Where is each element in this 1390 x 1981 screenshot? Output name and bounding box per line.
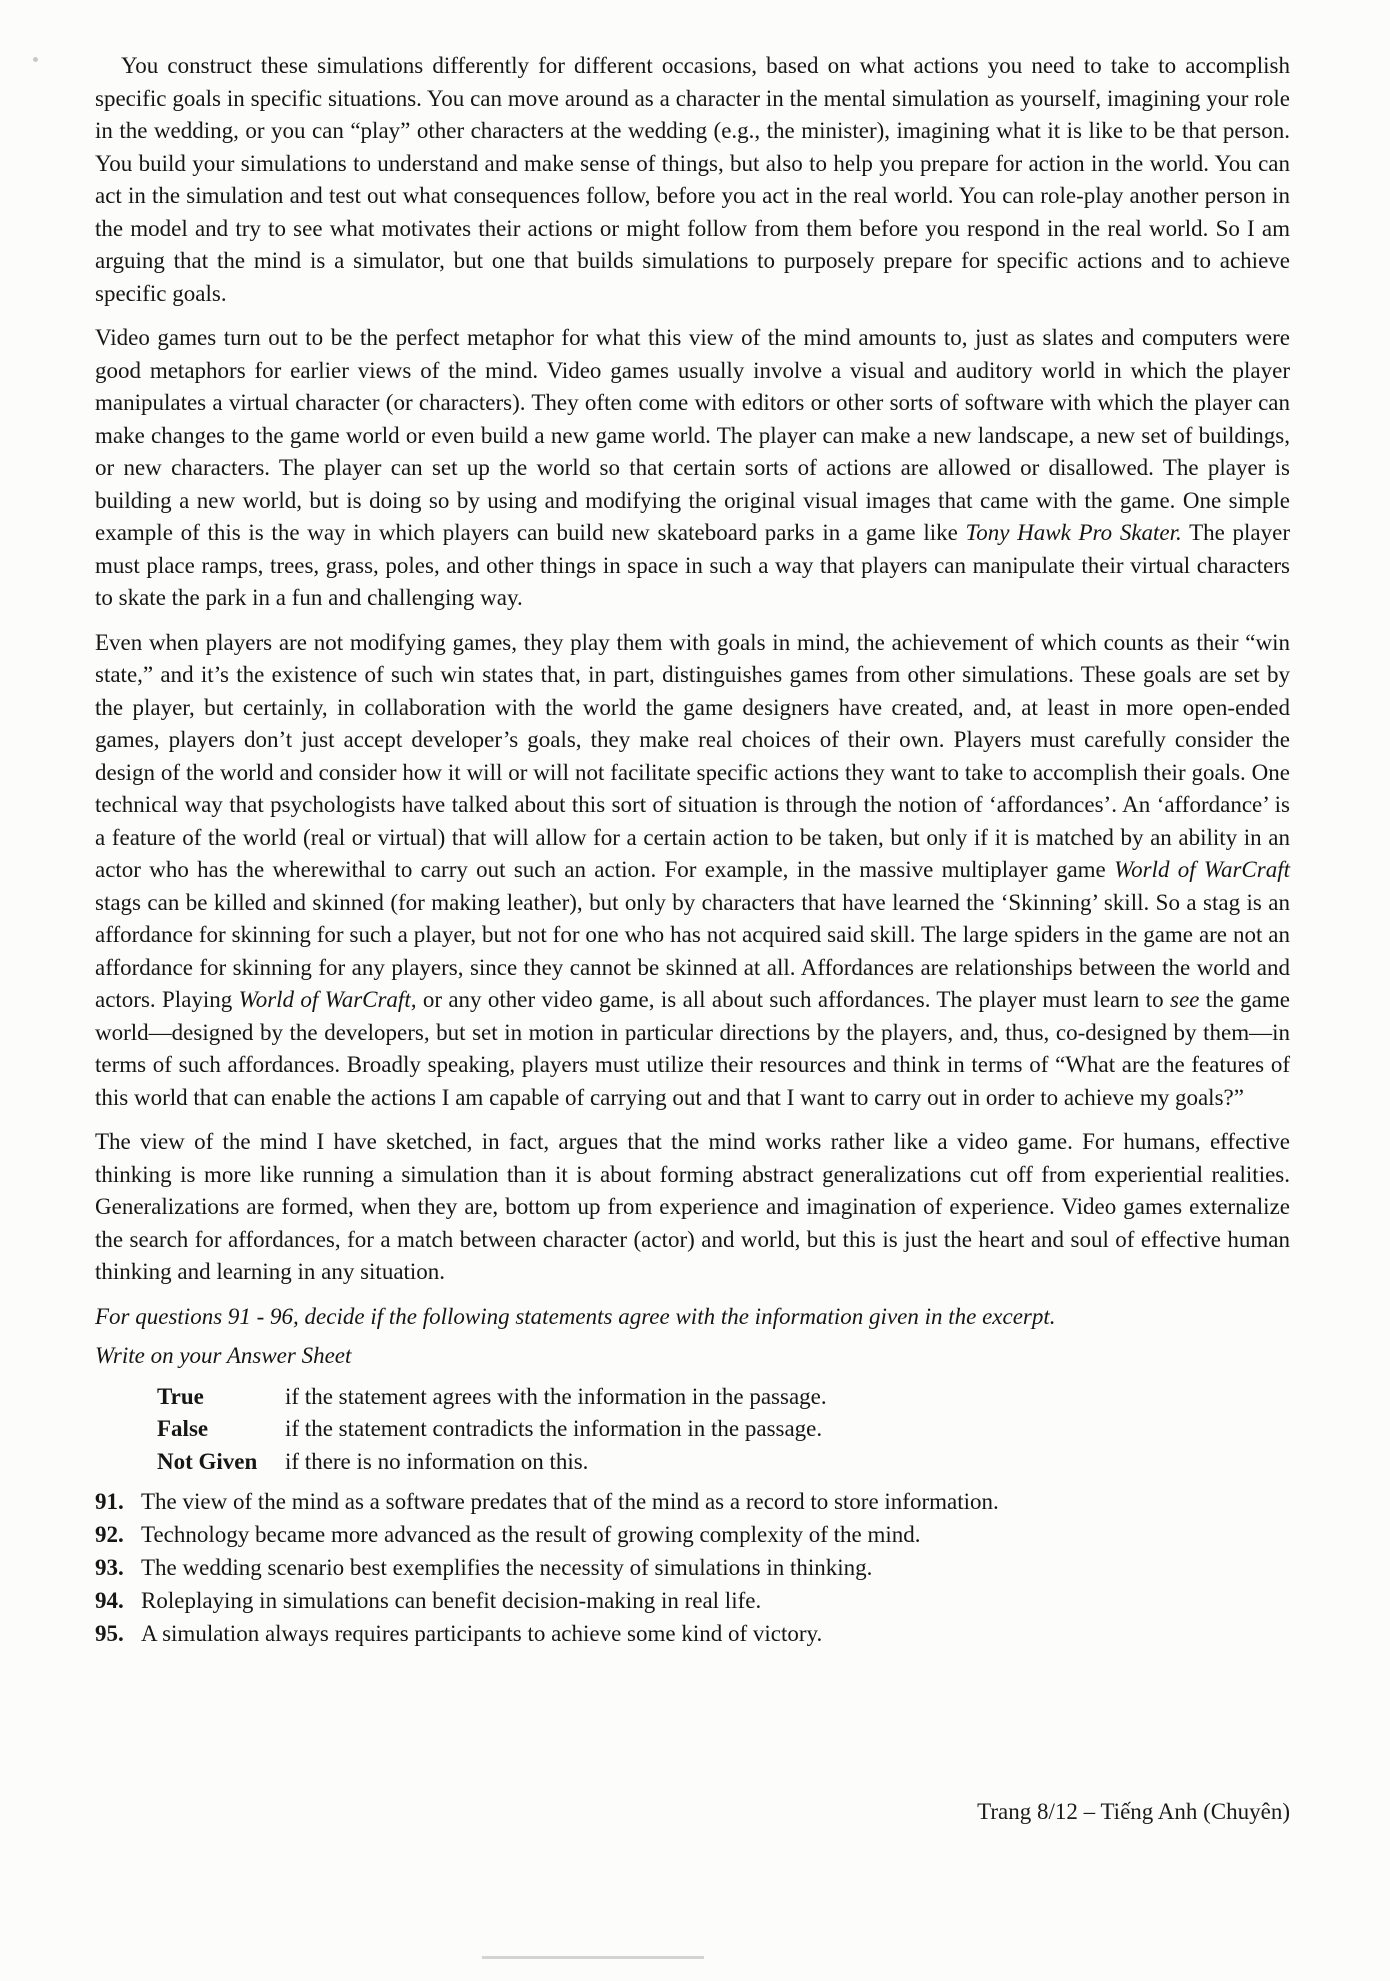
page-footer: Trang 8/12 – Tiếng Anh (Chuyên): [977, 1799, 1290, 1824]
question-91-number: 91.: [95, 1489, 124, 1514]
question-92: [95, 1518, 1290, 1551]
passage-run-italic: World of WarCraft,: [238, 987, 417, 1012]
passage-run: or any other video game, is all about such affordances. The player must learn to: [416, 987, 1170, 1012]
key-definition-not-given: if there is no information on this.: [285, 1448, 589, 1474]
question-94: [95, 1584, 1290, 1617]
passage-run: You construct these simulations differently for different occasions, based on what actions you need to take to accomplish specific goals in specific situations. You can move around as a character in the mental simulation as yourself, imagining your role in the wedding, or you can “play” other characters at the wedding (e.g., the minister), imagining what it is like to be that person. You build your simulations to understand and make sense of things, but also to help you prepare for action in the world. You can act in the simulation and test out what consequences follow, before you act in the real world. You can role-play another person in the model and try to see what motivates their actions or might follow from them before you respond in the real world. So I am arguing that the mind is a simulator, but one that builds simulations to purposely prepare for specific actions and to achieve specific goals.: [95, 53, 1290, 306]
passage-paragraph-3: [95, 627, 1290, 1115]
key-term-false: False: [157, 1416, 209, 1441]
scan-artifact-speck: [33, 57, 38, 62]
key-definition-true: if the statement agrees with the information in the passage.: [285, 1383, 827, 1409]
passage-run: Video games turn out to be the perfect metaphor for what this view of the mind amounts to, just as slates and computers were good metaphors for earlier views of the mind. Video games usually involve a visual and auditory world in which the player manipulates a virtual character (or characters). They often come with editors or other sorts of software with which the player can make changes to the game world or even build a new game world. The player can make a new landscape, a new set of buildings, or new characters. The player can set up the world so that certain sorts of actions are allowed or disallowed. The player is building a new world, but is doing so by using and modifying the original visual images that came with the game. One simple example of this is the way in which players can build new skateboard parks in a game like: [95, 325, 1290, 545]
key-row-false: [95, 1413, 1290, 1446]
key-definition-false: if the statement contradicts the information in the passage.: [285, 1416, 823, 1441]
question-93: [95, 1551, 1290, 1584]
question-92-number: 92.: [95, 1522, 124, 1547]
instructions-line-1: For questions 91 - 96, decide if the following statements agree with the information given in the excerpt.: [95, 1303, 1056, 1329]
passage-run: The player must place ramps, trees, grass, poles, and other things in space in such a way that players can manipulate their virtual characters to skate the park in a fun and challenging way.: [95, 520, 1291, 610]
question-95-text: A simulation always requires participants to achieve some kind of victory.: [141, 1621, 823, 1646]
passage: [95, 50, 1290, 1289]
question-91-text: The view of the mind as a software predates that of the mind as a record to store information.: [141, 1489, 999, 1514]
passage-paragraph-1: [95, 50, 1290, 310]
passage-paragraph-2: [95, 322, 1290, 615]
question-93-text: The wedding scenario best exemplifies the necessity of simulations in thinking.: [141, 1555, 873, 1580]
passage-run: stags can be killed and skinned (for making leather), but only by characters that have learned the ‘Skinning’ skill. So a stag is an affordance for skinning for such a player, but not for one who has not acquired said skill. The large spiders in the game are not an affordance for skinning for any players, since they cannot be skinned at all. Affordances are relationships between the world and actors. Playing: [95, 889, 1290, 1012]
scan-artifact-line: [482, 1956, 704, 1959]
passage-run: Even when players are not modifying games, they play them with goals in mind, the achievement of which counts as their “win state,” and it’s the existence of such win states that, in part, distinguishes games from other simulations. These goals are set by the player, but certainly, in collaboration with the world the game designers have created, and, at least in more open-ended games, players don’t just accept developer’s goals, they make real choices of their own. Players must carefully consider the design of the world and consider how it will or will not facilitate specific actions they want to take to accomplish their goals. One technical way that psychologists have talked about this sort of situation is through the notion of ‘affordances’. An ‘affordance’ is a feature of the world (real or virtual) that will allow for a certain action to be taken, but only if it is matched by an ability in an actor who has the wherewithal to carry out such an action. For example, in the massive multiplayer game: [95, 629, 1290, 882]
key-row-true: [95, 1381, 1290, 1414]
passage-run-italic: World of WarCraft: [1114, 857, 1290, 882]
question-92-text: Technology became more advanced as the result of growing complexity of the mind.: [141, 1522, 921, 1547]
key-row-not-given: [95, 1446, 1290, 1479]
passage-run-italic: Tony Hawk Pro Skater.: [965, 520, 1182, 545]
passage-paragraph-4: [95, 1126, 1290, 1289]
question-94-number: 94.: [95, 1588, 124, 1613]
key-term-true: True: [157, 1383, 204, 1409]
key-term-not-given: Not Given: [157, 1448, 258, 1474]
passage-run: The view of the mind I have sketched, in fact, argues that the mind works rather like a video game. For humans, effective thinking is more like running a simulation than it is about forming abstract generalizations cut off from experiential realities. Generalizations are formed, when they are, bottom up from experience and imagination of experience. Video games externalize the search for affordances, for a match between character (actor) and world, but this is just the heart and soul of effective human thinking and learning in any situation.: [95, 1129, 1290, 1284]
question-91: [95, 1485, 1290, 1518]
answer-key: [95, 1381, 1290, 1479]
question-95: [95, 1617, 1290, 1650]
question-list: [95, 1485, 1290, 1650]
instructions-line-2: Write on your Answer Sheet: [95, 1343, 352, 1368]
question-94-text: Roleplaying in simulations can benefit decision-making in real life.: [141, 1588, 762, 1613]
question-93-number: 93.: [95, 1555, 124, 1580]
passage-run-italic: see: [1170, 987, 1200, 1012]
question-95-number: 95.: [95, 1621, 124, 1646]
passage-run: the game world—designed by the developers, but set in motion in particular directions by the players, and, thus, co-designed by them—in terms of such affordances. Broadly speaking, players must utilize their resources and think in terms of “What are the features of this world that can enable the actions I am capable of carrying out and that I want to carry out in order to achieve my goals?”: [95, 987, 1290, 1110]
